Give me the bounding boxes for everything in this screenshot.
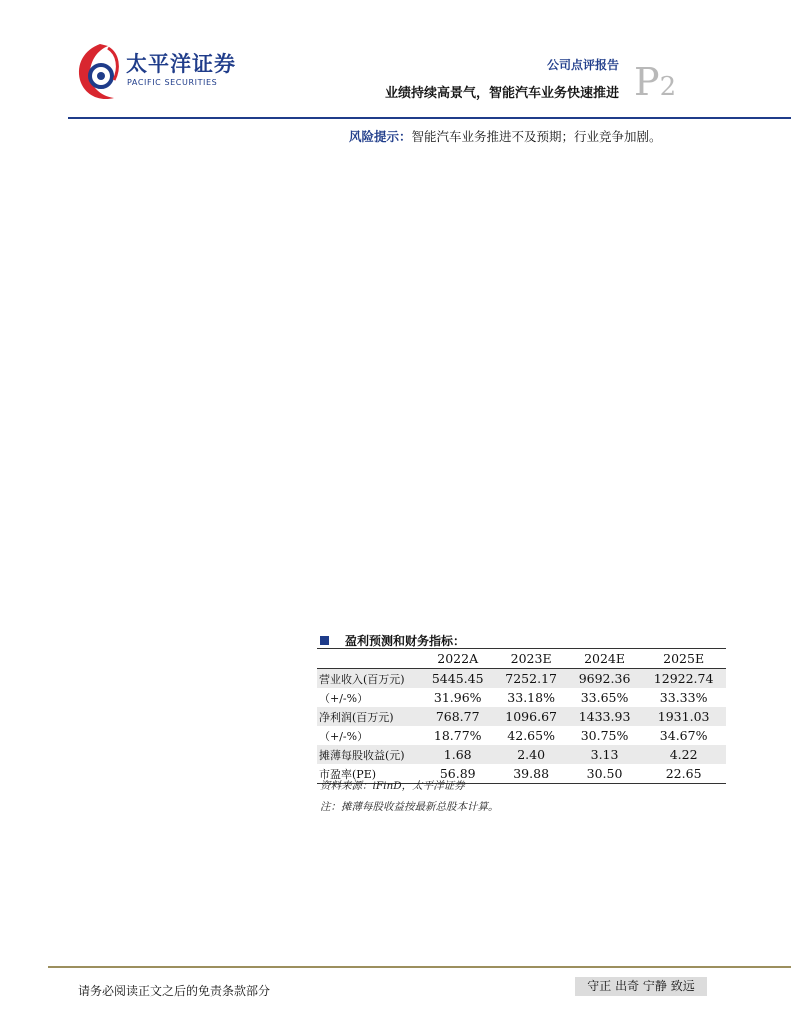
- row-label: 市盈率(PE): [319, 767, 377, 781]
- table-row: [317, 726, 726, 745]
- column-header: 2024E: [584, 651, 626, 666]
- table-cell: 12922.74: [653, 671, 714, 686]
- company-logo: [74, 40, 234, 104]
- financial-forecast-table: [317, 648, 726, 784]
- table-cell: 39.88: [513, 766, 550, 781]
- column-header: 2022A: [437, 651, 479, 666]
- table-cell: 7252.17: [505, 671, 557, 686]
- risk-label: 风险提示：: [349, 129, 412, 144]
- table-cell: 33.65%: [580, 690, 629, 705]
- remark-note: 注：摊薄每股收益按最新总股本计算。: [320, 801, 499, 813]
- table-row: [317, 707, 726, 726]
- logo-chinese-name: 太平洋证券: [126, 52, 236, 76]
- page-letter: P: [634, 60, 660, 104]
- table-cell: 1096.67: [505, 709, 557, 724]
- table-cell: 2.40: [517, 747, 546, 762]
- table-cell: 33.33%: [659, 690, 708, 705]
- footer-divider: [48, 966, 791, 968]
- page-number: [634, 60, 676, 104]
- table-cell: 31.96%: [433, 690, 482, 705]
- logo-mark-icon: [74, 40, 122, 104]
- page-digit: 2: [659, 72, 677, 102]
- table-cell: 42.65%: [507, 728, 555, 743]
- table-cell: 9692.36: [578, 671, 631, 686]
- source-note: 资料来源：iFinD，太平洋证券: [320, 780, 465, 792]
- table-cell: 33.18%: [507, 690, 555, 705]
- table-cell: 30.50: [586, 766, 623, 781]
- square-bullet-icon: [320, 636, 329, 645]
- table-cell: 56.89: [439, 766, 476, 781]
- forecast-section-title: [320, 632, 465, 649]
- risk-warning: [349, 127, 662, 145]
- table-cell: 768.77: [435, 709, 480, 724]
- table-cell: 1931.03: [657, 709, 710, 724]
- column-header: 2023E: [510, 651, 552, 666]
- row-label: （+/-%）: [319, 691, 369, 705]
- table-cell: 4.22: [669, 747, 698, 762]
- row-label: 摊薄每股收益(元): [319, 748, 405, 762]
- table-row: [317, 669, 726, 689]
- column-header: [317, 649, 421, 669]
- header-divider: [68, 117, 791, 119]
- table-cell: 34.67%: [659, 728, 708, 743]
- table-row: [317, 688, 726, 707]
- disclaimer-text: 请务必阅读正文之后的免责条款部分: [78, 984, 271, 998]
- table-cell: 18.77%: [433, 728, 482, 743]
- row-label: 净利润(百万元): [319, 710, 394, 724]
- forecast-title: 盈利预测和财务指标：: [345, 634, 466, 648]
- table-cell: 1.68: [443, 747, 472, 762]
- table-cell: 30.75%: [580, 728, 629, 743]
- table-row: [317, 745, 726, 764]
- report-headline: 业绩持续高景气，智能汽车业务快速推进: [384, 86, 619, 101]
- logo-english-name: PACIFIC SECURITIES: [127, 78, 218, 87]
- row-label: 营业收入(百万元): [319, 672, 405, 686]
- table-header-row: [317, 649, 726, 669]
- table-cell: 3.13: [590, 747, 619, 762]
- column-header: 2025E: [663, 651, 705, 666]
- report-type: 公司点评报告: [546, 58, 619, 72]
- table-cell: 5445.45: [431, 671, 484, 686]
- company-motto: 守正 出奇 宁静 致远: [575, 977, 707, 996]
- table-cell: 1433.93: [578, 709, 631, 724]
- risk-text: 智能汽车业务推进不及预期；行业竞争加剧。: [411, 129, 662, 144]
- table-cell: 22.65: [665, 766, 702, 781]
- row-label: （+/-%）: [319, 729, 369, 743]
